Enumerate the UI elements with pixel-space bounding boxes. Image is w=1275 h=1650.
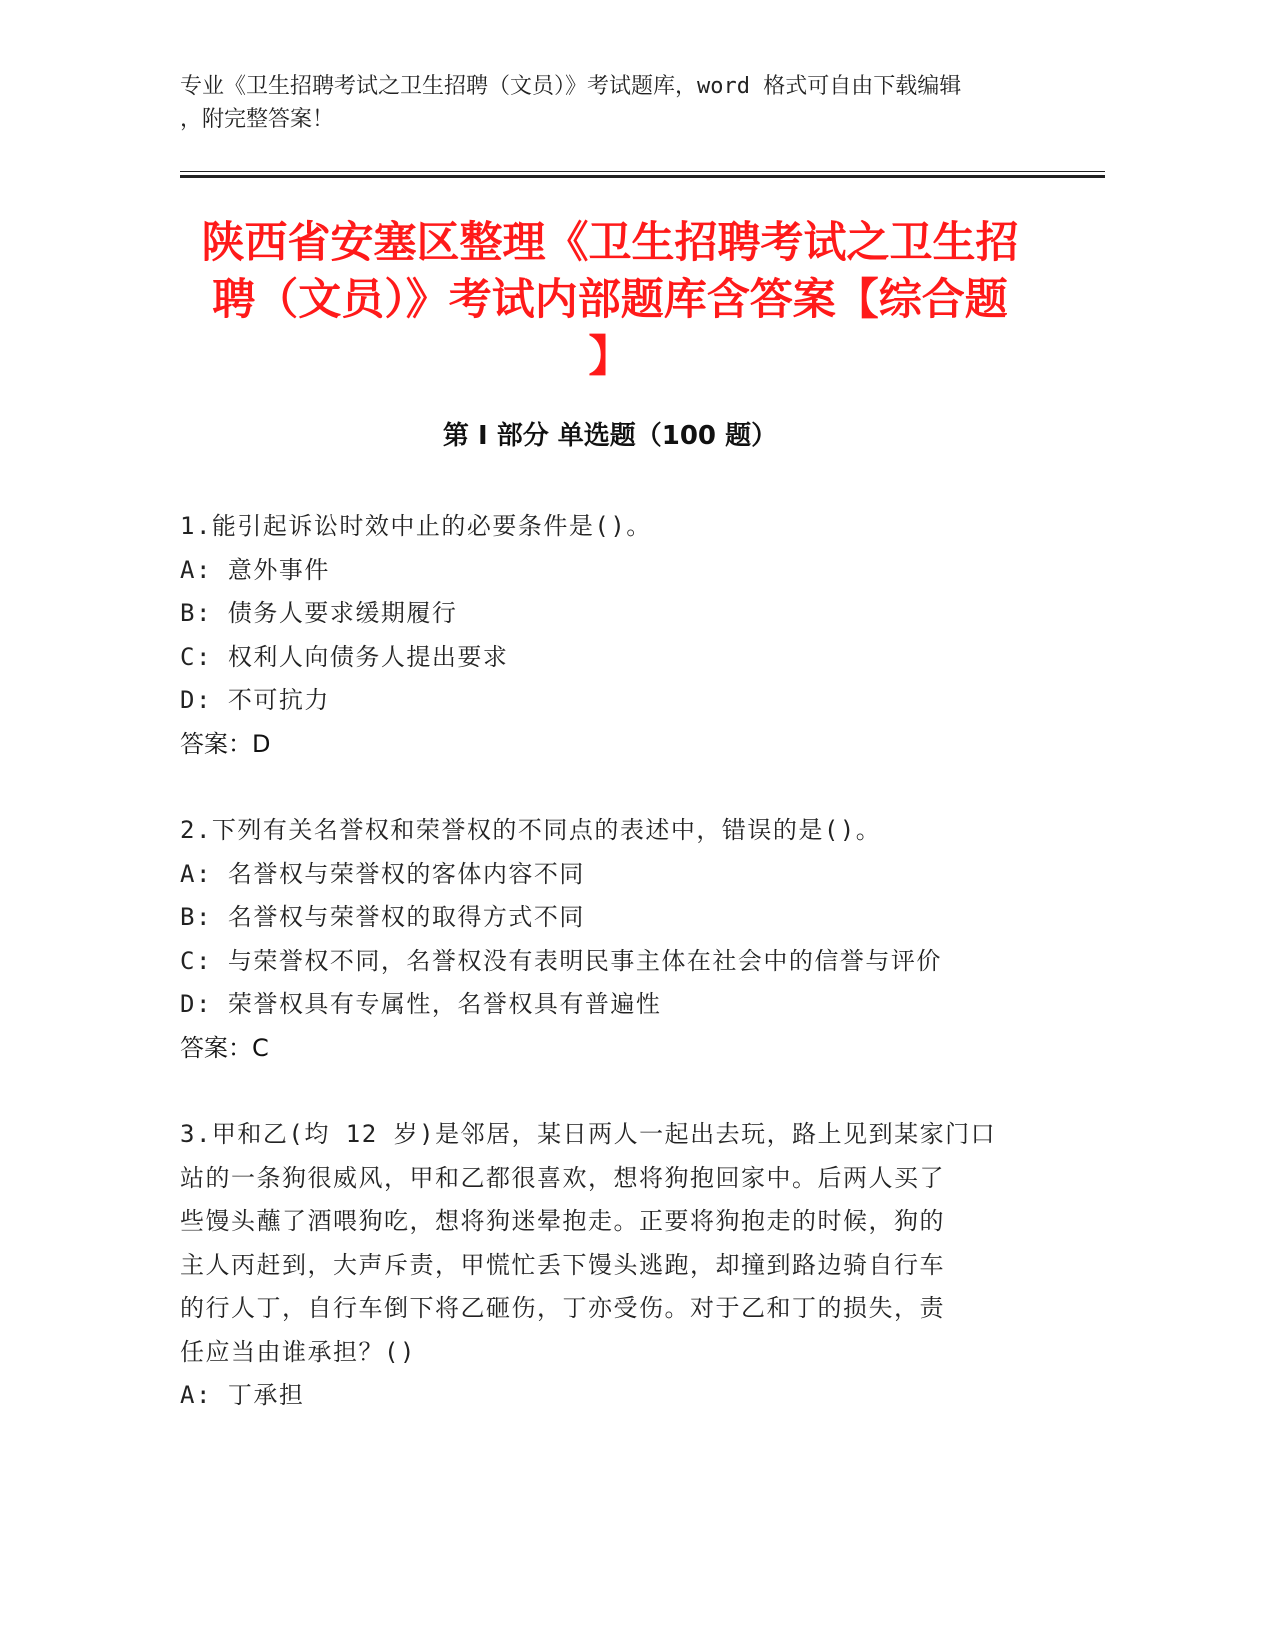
title-line-1: 陕西省安塞区整理《卫生招聘考试之卫生招: [201, 218, 1019, 268]
question-3: [180, 1113, 1040, 1418]
question-stem-line: 些馒头蘸了酒喂狗吃，想将狗迷晕抱走。正要将狗抱走的时候，狗的: [180, 1207, 945, 1235]
section-heading: 第 I 部分 单选题（100 题）: [442, 421, 778, 451]
question-stem-line: 3.甲和乙(均 12 岁)是邻居，某日两人一起出去玩，路上见到某家门口: [180, 1120, 997, 1148]
question-stem-line: 任应当由谁承担？(): [180, 1337, 416, 1366]
header-note-line-2: ，附完整答案！: [180, 107, 335, 132]
answer: 答案：D: [180, 729, 271, 758]
option-a: A: 名誉权与荣誉权的客体内容不同: [180, 859, 585, 888]
option-a: A: 丁承担: [180, 1381, 305, 1409]
header-note: [180, 70, 1040, 136]
option-c: C: 权利人向债务人提出要求: [180, 642, 509, 671]
option-b: B: 名誉权与荣誉权的取得方式不同: [180, 903, 585, 931]
title-line-2: 聘（文员）》考试内部题库含答案【综合题: [212, 275, 1008, 325]
question-spacer: [180, 766, 1040, 809]
question-stem-line: 站的一条狗很威风，甲和乙都很喜欢，想将狗抱回家中。后两人买了: [180, 1163, 945, 1192]
option-d: D: 不可抗力: [180, 686, 330, 714]
question-stem: 2.下列有关名誉权和荣誉权的不同点的表述中，错误的是()。: [180, 816, 882, 844]
question-stem-line: 主人丙赶到，大声斥责，甲慌忙丢下馒头逃跑，却撞到路边骑自行车: [180, 1250, 945, 1279]
question-spacer: [180, 1070, 1040, 1113]
question-stem-line: 的行人丁，自行车倒下将乙砸伤，丁亦受伤。对于乙和丁的损失，责: [180, 1294, 945, 1322]
question-list: [180, 505, 1040, 1418]
page-title: [180, 215, 1040, 386]
option-d: D: 荣誉权具有专属性，名誉权具有普遍性: [180, 990, 662, 1018]
option-a: A: 意外事件: [180, 555, 330, 584]
header-divider-thin: [180, 171, 1105, 172]
question-1: [180, 505, 1040, 766]
option-b: B: 债务人要求缓期履行: [180, 599, 458, 627]
title-line-3: 】: [588, 332, 632, 382]
question-2: [180, 809, 1040, 1070]
header-divider-thick: [180, 175, 1105, 178]
question-stem: 1.能引起诉讼时效中止的必要条件是()。: [180, 512, 652, 540]
header-note-line-1: 专业《卫生招聘考试之卫生招聘（文员）》考试题库，word 格式可自由下载编辑: [180, 74, 962, 99]
answer: 答案：C: [180, 1033, 269, 1062]
option-c: C: 与荣誉权不同，名誉权没有表明民事主体在社会中的信誉与评价: [180, 946, 942, 975]
